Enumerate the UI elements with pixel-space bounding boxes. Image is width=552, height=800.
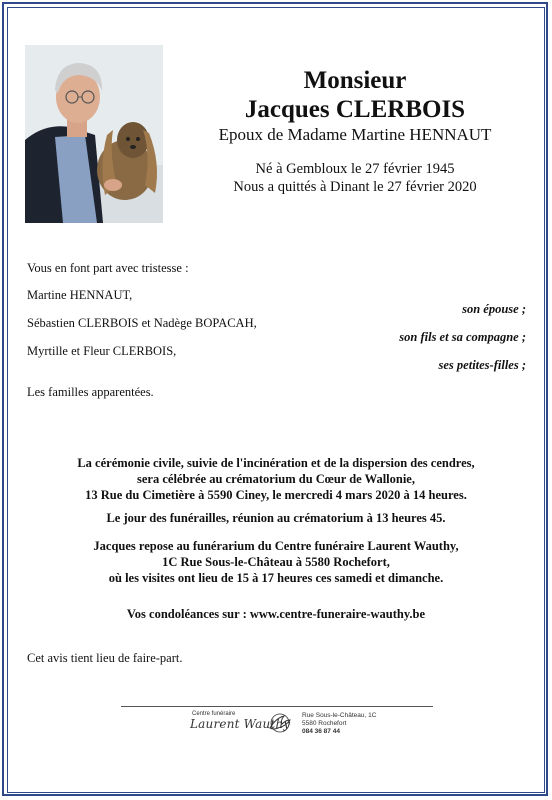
funerarium-paragraph [27,538,525,586]
footer-address-line: 5580 Rochefort [302,720,347,727]
birth-line: Né à Gembloux le 27 février 1945 [255,161,455,177]
mourner-name: Sébastien CLERBOIS et Nadège BOPACAH, [27,316,257,330]
announcement-text: Vous en font part avec tristesse : [27,261,189,275]
ceremony-line: La cérémonie civile, suivie de l'incinération et de la dispersion des cendres, [77,456,475,470]
footer-address-line: Rue Sous-le-Château, 1C [302,712,377,719]
ceremony-line: 13 Rue du Cimetière à 5590 Ciney, le mercredi 4 mars 2020 à 14 heures. [85,488,467,502]
portrait-photo [25,45,163,223]
logo-caption: Centre funéraire [192,711,236,717]
meeting-paragraph [27,510,525,526]
spouse-line: Epoux de Madame Martine HENNAUT [218,125,492,144]
honorific-title: Monsieur [303,67,407,94]
footer-phone: 084 36 87 44 [302,728,340,735]
footer-divider [121,706,433,707]
ceremony-line: sera célébrée au crématorium du Cœur de Wallonie, [137,472,415,486]
ceremony-line: 1C Rue Sous-le-Château à 5580 Rochefort, [162,555,390,569]
ceremony-paragraph [27,455,525,503]
death-line: Nous a quittés à Dinant le 27 février 2020 [233,179,477,195]
ceremony-line: où les visites ont lieu de 15 à 17 heures ces samedi et dimanche. [108,571,444,585]
mourner-name: Martine HENNAUT, [27,288,133,302]
condolences-line: Vos condoléances sur : www.centre-funeraire-wauthy.be [126,607,426,621]
condolences-paragraph [27,606,525,622]
announcement-header [190,66,520,196]
mourner-role: ses petites-filles ; [438,358,526,372]
closing-note: Cet avis tient lieu de faire-part. [27,651,183,665]
mourner-role: son fils et sa compagne ; [399,330,526,344]
mourner-name: Myrtille et Fleur CLERBOIS, [27,344,177,358]
family-note: Les familles apparentées. [27,385,154,399]
deceased-name: Jacques CLERBOIS [244,96,466,123]
mourner-role: son épouse ; [462,302,526,316]
ceremony-line: Jacques repose au funérarium du Centre funéraire Laurent Wauthy, [93,539,459,553]
ceremony-line: Le jour des funérailles, réunion au crématorium à 13 heures 45. [106,511,446,525]
logo-wordmark: Laurent Wauthy [190,717,291,731]
dove-logo-icon [268,712,292,734]
